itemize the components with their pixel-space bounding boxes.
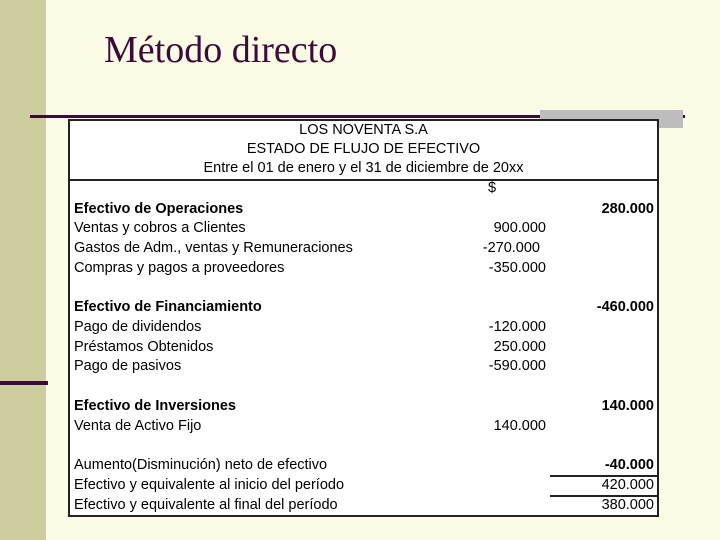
line-item-row xyxy=(74,220,656,240)
row-label: Gastos de Adm., ventas y Remuneraciones xyxy=(74,240,353,256)
line-item-row xyxy=(74,260,656,280)
row-label: Préstamos Obtenidos xyxy=(74,339,214,355)
row-label: Efectivo y equivalente al inicio del período xyxy=(74,477,345,493)
closing-balance-row xyxy=(74,497,656,517)
row-total: 140.000 xyxy=(601,398,654,414)
header-separator xyxy=(70,179,657,181)
slide-title: Método directo xyxy=(104,29,338,71)
row-total: 280.000 xyxy=(601,201,654,217)
row-label: Efectivo y equivalente al final del período xyxy=(74,497,338,513)
row-label: Efectivo de Operaciones xyxy=(74,201,244,217)
statement-company: LOS NOVENTA S.A xyxy=(299,122,428,138)
row-amount: 900.000 xyxy=(493,220,546,236)
net-change-row xyxy=(74,457,656,477)
row-label: Compras y pagos a proveedores xyxy=(74,260,285,276)
row-total: 420.000 xyxy=(601,477,654,493)
row-amount: -120.000 xyxy=(488,319,546,335)
row-amount: -350.000 xyxy=(488,260,546,276)
row-total: -40.000 xyxy=(604,457,654,473)
row-label: Pago de dividendos xyxy=(74,319,202,335)
row-label: Aumento(Disminución) neto de efectivo xyxy=(74,457,328,473)
row-label: Efectivo de Financiamiento xyxy=(74,299,262,315)
line-item-row xyxy=(74,418,656,438)
line-item-row xyxy=(74,240,656,260)
section-row-inversiones xyxy=(74,398,656,418)
row-total: -460.000 xyxy=(596,299,654,315)
line-item-row xyxy=(74,339,656,359)
row-amount: 250.000 xyxy=(493,339,546,355)
currency-symbol: $ xyxy=(488,180,497,196)
row-label: Venta de Activo Fijo xyxy=(74,418,202,434)
row-label: Ventas y cobros a Clientes xyxy=(74,220,246,236)
row-amount: 140.000 xyxy=(493,418,546,434)
row-label: Pago de pasivos xyxy=(74,358,182,374)
line-item-row xyxy=(74,358,656,378)
opening-balance-row xyxy=(74,477,656,497)
section-row-operaciones xyxy=(74,201,656,221)
statement-period: Entre el 01 de enero y el 31 de diciembre de 20xx xyxy=(203,160,524,176)
section-row-financiamiento xyxy=(74,299,656,319)
statement-name: ESTADO DE FLUJO DE EFECTIVO xyxy=(246,141,481,157)
line-item-row xyxy=(74,319,656,339)
row-label: Efectivo de Inversiones xyxy=(74,398,236,414)
left-accent-bar xyxy=(0,0,46,540)
row-amount: -270.000 xyxy=(482,240,540,256)
left-accent-rule xyxy=(0,381,48,385)
row-total: 380.000 xyxy=(601,497,654,513)
cash-flow-statement xyxy=(68,119,659,517)
row-amount: -590.000 xyxy=(488,358,546,374)
